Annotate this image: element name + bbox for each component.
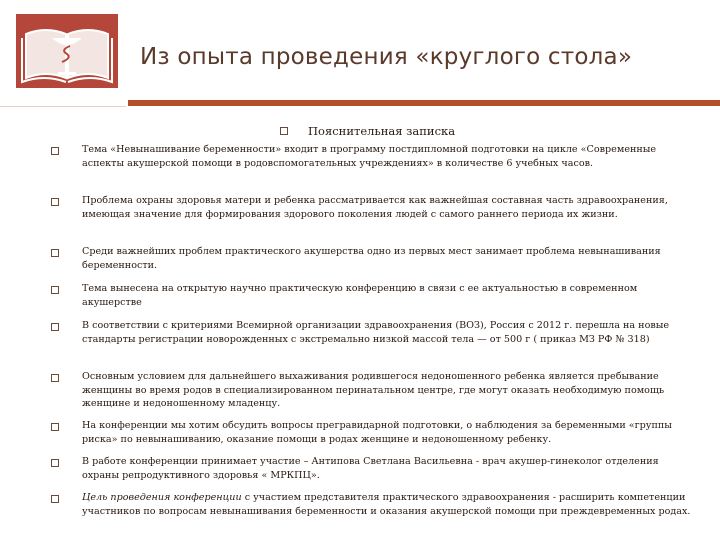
square-bullet-icon [51, 249, 59, 257]
list-item-text: Проблема охраны здоровья матери и ребенка рассматривается как важнейшая составная часть здравоохранения, имеющая значение для формирования здорового поколения людей с самого раннего периода их жизни. [82, 195, 668, 220]
list-item-text: Среди важнейших проблем практического акушерства одно из первых мест занимает проблема невынашивания беременности. [82, 246, 661, 271]
note-heading [280, 124, 455, 138]
square-bullet-icon [280, 127, 288, 135]
list-item-text [82, 491, 694, 518]
square-bullet-icon [51, 286, 59, 294]
note-heading-text: Пояснительная записка [308, 124, 456, 138]
medical-book-logo [14, 12, 120, 90]
square-bullet-icon [51, 147, 59, 155]
square-bullet-icon [51, 198, 59, 206]
square-bullet-icon [51, 374, 59, 382]
list-item-text: На конференции мы хотим обсудить вопросы прегравидарной подготовки, о наблюдения за беременными «группы риска» по невынашиванию, оказание помощи в родах женщине и недоношенному ребенку. [82, 420, 672, 445]
square-bullet-icon [51, 323, 59, 331]
list-item-text: Основным условием для дальнейшего выхаживания родившегося недоношенного ребенка является пребывание женщины во время родов в специализированном перинатальном центре, где могут оказать необходимую помощь женщине и недоношенному младенцу. [82, 371, 665, 409]
header-rule-left [0, 100, 126, 107]
header-accent-bar [128, 100, 720, 106]
list-item-text: В соответствии с критериями Всемирной организации здравоохранения (ВОЗ), Россия с 2012 г. перешла на новые стандарты регистрации новорожденных с экстремально низкой массой тела — от 500 г ( приказ МЗ РФ № 318) [82, 320, 670, 345]
square-bullet-icon [51, 423, 59, 431]
list-item-text: Тема вынесена на открытую научно практическую конференцию в связи с ее актуальностью в современном акушерстве [82, 283, 638, 308]
page-title: Из опыта проведения «круглого стола» [140, 44, 633, 70]
list-item-text: Тема «Невынашивание беременности» входит в программу постдипломной подготовки на цикле «Современные аспекты акушерской помощи в родовспомогательных учреждениях» в количестве 6 учебных часов. [82, 144, 657, 169]
list-item-text: В работе конференции принимает участие – Антипова Светлана Васильевна - врач акушер-гинеколог отделения охраны репродуктивного здоровья « МРКПЦ». [82, 456, 659, 481]
goal-text: с участием представителя практического здравоохранения - расширить компетенции участников по вопросам невынашивания беременности и оказания акушерской помощи при преждевременных родах. [82, 492, 691, 517]
goal-label: Цель проведения конференции [82, 492, 242, 503]
square-bullet-icon [51, 459, 59, 467]
square-bullet-icon [51, 495, 59, 503]
